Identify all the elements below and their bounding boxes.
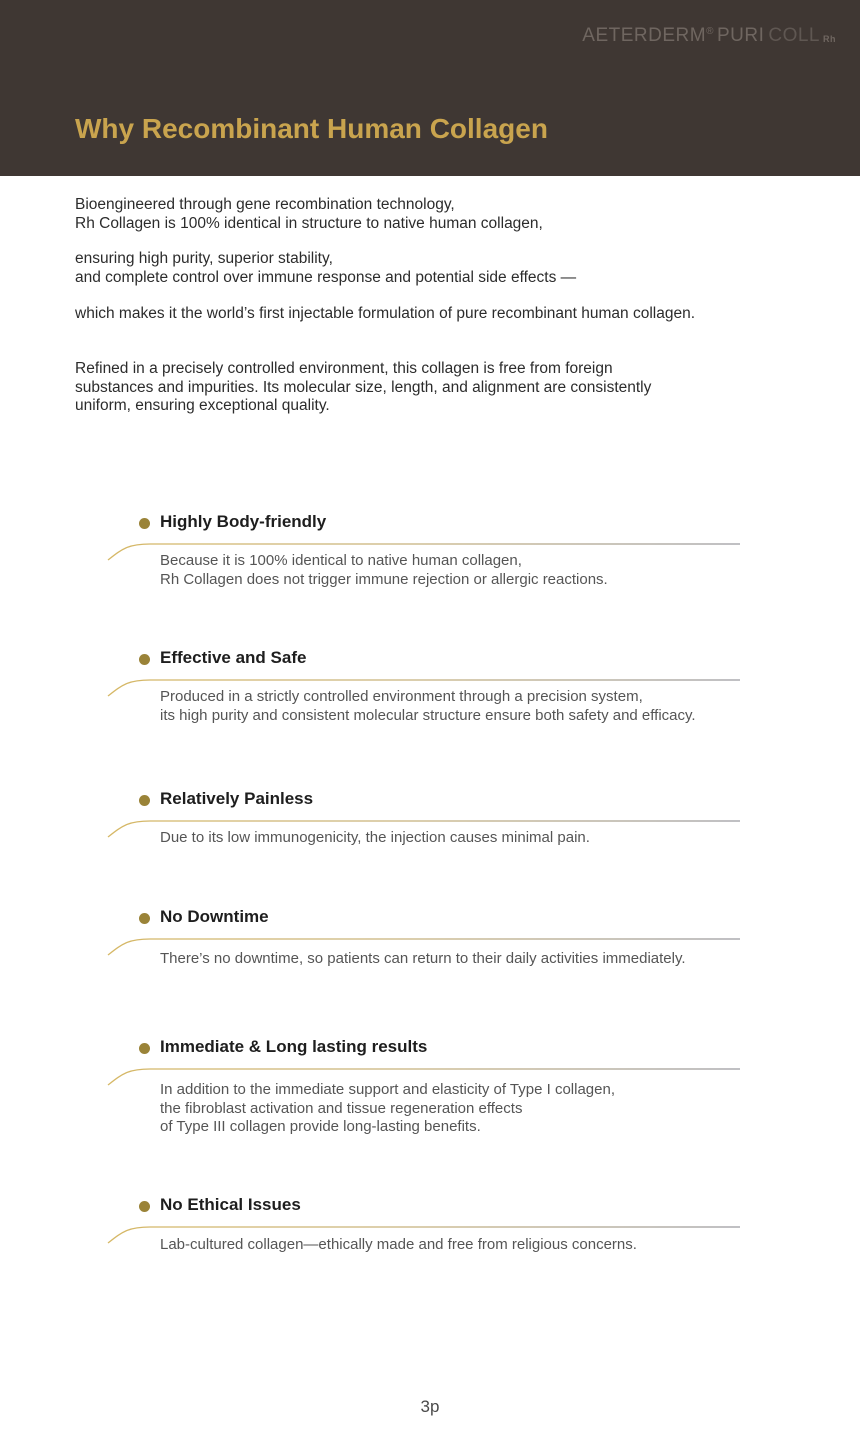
feature-title: Effective and Safe <box>160 648 307 667</box>
bullet-dot-icon <box>139 913 150 924</box>
feature-description <box>160 829 590 848</box>
description-line: There’s no downtime, so patients can return to their daily activities immediately. <box>160 950 686 967</box>
brand-logo <box>582 25 836 47</box>
intro-line: uniform, ensuring exceptional quality. <box>75 397 330 414</box>
bullet-dot-icon <box>139 518 150 529</box>
brand-rh: Rh <box>823 34 836 44</box>
intro-line: Rh Collagen is 100% identical in structure to native human collagen, <box>75 214 543 232</box>
feature-description <box>160 688 696 725</box>
intro-line: and complete control over immune response and potential side effects — <box>75 268 577 286</box>
brand-puri: PURI <box>716 25 765 46</box>
intro-paragraph <box>75 196 543 233</box>
page-title: Why Recombinant Human Collagen <box>75 113 548 144</box>
feature-title: No Ethical Issues <box>160 1195 301 1214</box>
bullet-dot-icon <box>139 1201 150 1212</box>
brand-name: AETERDERM <box>582 25 707 46</box>
description-line: Due to its low immunogenicity, the injection causes minimal pain. <box>160 829 590 846</box>
brand-coll: COLL <box>768 25 820 46</box>
feature-description <box>160 950 686 969</box>
description-line: Lab-cultured collagen—ethically made and free from religious concerns. <box>160 1236 637 1253</box>
intro-line: Refined in a precisely controlled environment, this collagen is free from foreign <box>75 360 613 377</box>
feature-description <box>160 1236 637 1255</box>
intro-line: substances and impurities. Its molecular size, length, and alignment are consistently <box>75 378 652 396</box>
feature-title: Relatively Painless <box>160 789 314 808</box>
description-line: Because it is 100% identical to native human collagen, <box>160 552 522 569</box>
description-line: Produced in a strictly controlled environment through a precision system, <box>160 688 643 705</box>
bullet-dot-icon <box>139 654 150 665</box>
intro-line: ensuring high purity, superior stability, <box>75 250 333 267</box>
brand-registered-mark: ® <box>706 25 714 37</box>
description-line: its high purity and consistent molecular structure ensure both safety and efficacy. <box>160 706 696 724</box>
description-line: of Type III collagen provide long-lasting benefits. <box>160 1118 481 1135</box>
description-line: the fibroblast activation and tissue regeneration effects <box>160 1099 523 1117</box>
feature-description <box>160 552 608 589</box>
intro-line: Bioengineered through gene recombination technology, <box>75 196 455 213</box>
feature-title: No Downtime <box>160 907 269 926</box>
description-line: In addition to the immediate support and elasticity of Type I collagen, <box>160 1081 615 1098</box>
bullet-dot-icon <box>139 1043 150 1054</box>
description-line: Rh Collagen does not trigger immune rejection or allergic reactions. <box>160 570 608 588</box>
bullet-dot-icon <box>139 795 150 806</box>
feature-description <box>160 1081 615 1137</box>
intro-paragraph <box>75 250 576 287</box>
page-number: 3p <box>420 1397 440 1416</box>
feature-title: Immediate & Long lasting results <box>160 1037 428 1056</box>
intro-paragraph <box>75 305 695 324</box>
feature-title: Highly Body-friendly <box>160 512 327 531</box>
intro-line: which makes it the world’s first injectable formulation of pure recombinant human collagen. <box>75 305 696 322</box>
intro-paragraph <box>75 360 651 416</box>
header-banner <box>0 0 860 176</box>
